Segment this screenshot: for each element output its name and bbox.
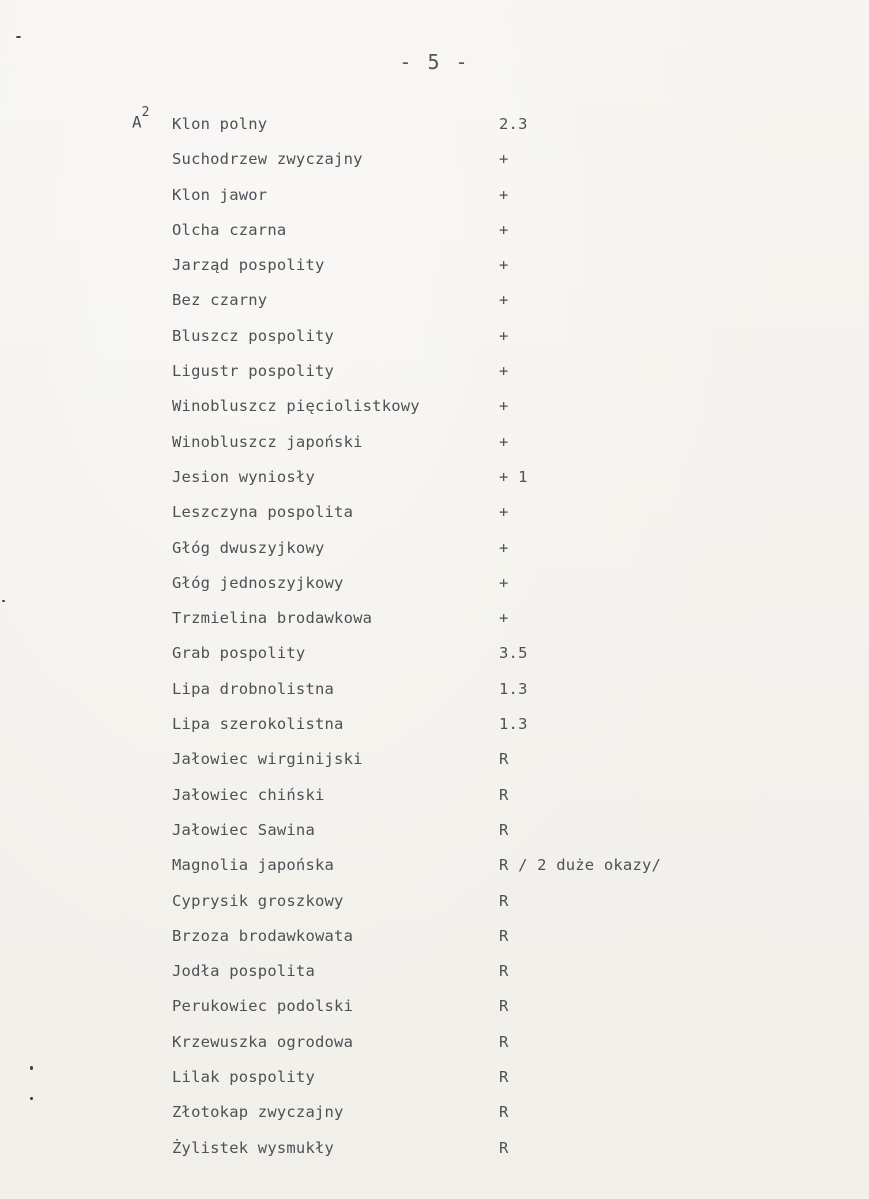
species-name: Brzoza brodawkowata: [172, 926, 354, 945]
list-item: [0, 499, 869, 534]
margin-speck: [16, 36, 21, 38]
cover-value: + 1: [499, 467, 528, 486]
species-name: Głóg jednoszyjkowy: [172, 573, 344, 592]
list-item: [0, 111, 869, 146]
species-list: [0, 111, 869, 1170]
cover-value: +: [499, 150, 509, 169]
cover-value: +: [499, 573, 509, 592]
species-name: Bluszcz pospolity: [172, 326, 335, 345]
list-item: [0, 358, 869, 393]
list-item: [0, 640, 869, 675]
list-item: [0, 182, 869, 217]
species-name: Ligustr pospolity: [172, 362, 335, 381]
page-number: - 5 -: [399, 50, 470, 74]
list-item: [0, 676, 869, 711]
list-item: [0, 252, 869, 287]
cover-value: +: [499, 503, 509, 522]
species-name: Olcha czarna: [172, 220, 287, 239]
list-item: [0, 570, 869, 605]
species-name: Trzmielina brodawkowa: [172, 609, 373, 628]
list-item: [0, 393, 869, 428]
list-item: [0, 1099, 869, 1134]
species-name: Bez czarny: [172, 291, 268, 310]
species-name: Jałowiec chiński: [172, 785, 325, 804]
cover-value: R: [499, 750, 509, 769]
list-item: [0, 217, 869, 252]
list-item: [0, 817, 869, 852]
cover-value: 1.3: [499, 715, 528, 734]
list-item: [0, 1029, 869, 1064]
list-item: [0, 429, 869, 464]
species-name: Jesion wyniosły: [172, 467, 315, 486]
cover-value: +: [499, 291, 509, 310]
species-name: Klon jawor: [172, 185, 268, 204]
species-name: Krzewuszka ogrodowa: [172, 1032, 354, 1051]
cover-value: +: [499, 432, 509, 451]
cover-value: R / 2 duże okazy/: [499, 856, 662, 875]
list-item: [0, 993, 869, 1028]
list-item: [0, 711, 869, 746]
list-item: [0, 287, 869, 322]
list-item: [0, 782, 869, 817]
species-name: Głóg dwuszyjkowy: [172, 538, 325, 557]
cover-value: +: [499, 256, 509, 275]
list-item: [0, 464, 869, 499]
cover-value: +: [499, 538, 509, 557]
species-name: Żylistek wysmukły: [172, 1138, 335, 1157]
list-item: [0, 323, 869, 358]
cover-value: +: [499, 362, 509, 381]
species-name: Klon polny: [172, 115, 268, 133]
species-name: Winobluszcz pięciolistkowy: [172, 397, 420, 416]
list-item: [0, 1064, 869, 1099]
cover-value: R: [499, 926, 509, 945]
species-name: Winobluszcz japoński: [172, 432, 363, 451]
species-name: Suchodrzew zwyczajny: [172, 150, 363, 169]
species-name: Lipa szerokolistna: [172, 715, 344, 734]
species-name: Jałowiec Sawina: [172, 820, 315, 839]
list-item: [0, 535, 869, 570]
species-name: Grab pospolity: [172, 644, 306, 663]
cover-value: 1.3: [499, 679, 528, 698]
cover-value: R: [499, 997, 509, 1016]
cover-value: R: [499, 891, 509, 910]
species-name: Jarząd pospolity: [172, 256, 325, 275]
cover-value: +: [499, 609, 509, 628]
cover-value: R: [499, 1103, 509, 1122]
species-name: Lipa drobnolistna: [172, 679, 335, 698]
cover-value: R: [499, 962, 509, 981]
species-name: Lilak pospolity: [172, 1068, 315, 1087]
cover-value: R: [499, 785, 509, 804]
section-letter: A: [132, 112, 142, 132]
list-item: [0, 958, 869, 993]
species-name: Jodła pospolita: [172, 962, 315, 981]
list-item: [0, 605, 869, 640]
species-name: Cyprysik groszkowy: [172, 891, 344, 910]
species-name: Perukowiec podolski: [172, 997, 354, 1016]
cover-value: 2.3: [499, 115, 528, 133]
species-name: Leszczyna pospolita: [172, 503, 354, 522]
cover-value: +: [499, 220, 509, 239]
species-name: Magnolia japońska: [172, 856, 335, 875]
cover-value: +: [499, 185, 509, 204]
list-item: [0, 852, 869, 887]
cover-value: +: [499, 397, 509, 416]
species-name: Jałowiec wirginijski: [172, 750, 363, 769]
species-name: Złotokap zwyczajny: [172, 1103, 344, 1122]
list-item: [0, 923, 869, 958]
cover-value: R: [499, 820, 509, 839]
list-item: [0, 888, 869, 923]
cover-value: 3.5: [499, 644, 528, 663]
cover-value: R: [499, 1068, 509, 1087]
cover-value: +: [499, 326, 509, 345]
section-superscript: 2: [141, 105, 150, 120]
cover-value: R: [499, 1138, 509, 1157]
list-item: [0, 1135, 869, 1170]
list-item: [0, 746, 869, 781]
cover-value: R: [499, 1032, 509, 1051]
list-item: [0, 146, 869, 181]
